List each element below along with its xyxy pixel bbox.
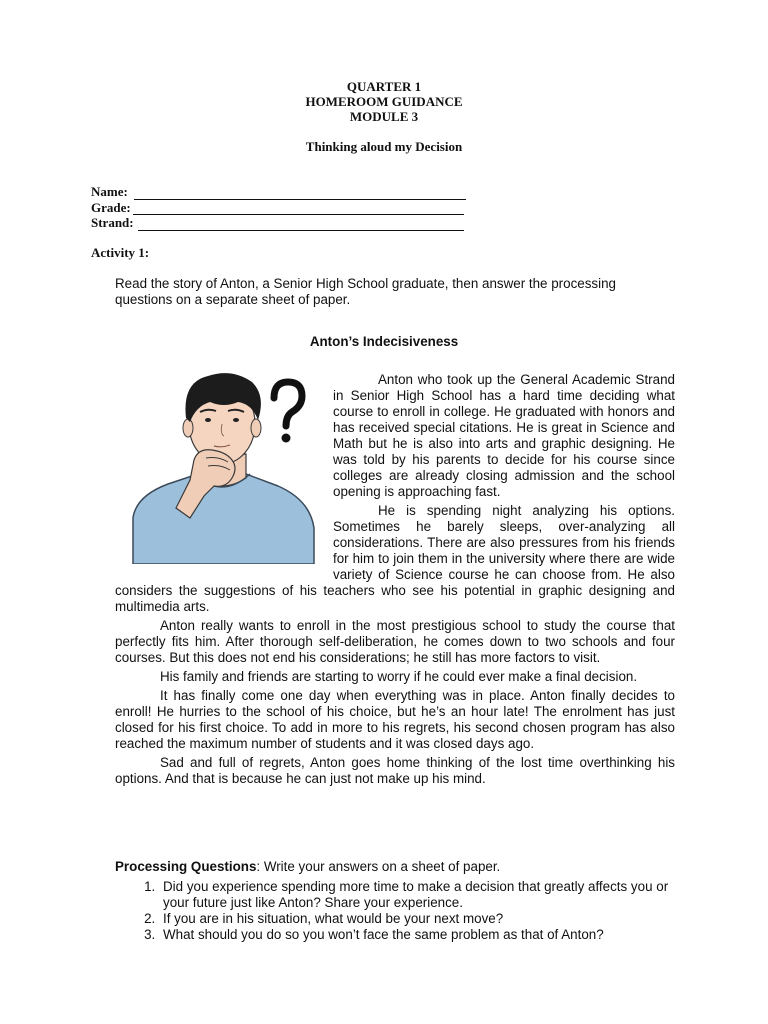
strand-label: Strand:: [91, 215, 134, 230]
student-info-fields: [91, 184, 466, 231]
processing-instruction: : Write your answers on a sheet of paper.: [256, 859, 501, 874]
name-blank-line[interactable]: [134, 187, 466, 200]
module-header: [0, 79, 768, 124]
story-paragraph: It has finally come one day when everything was in place. Anton finally decides to enroll! He hurries to the school of his choice, but he’s an hour late! The enrolment has just closed for his first choice. To add in more to his regrets, his second chosen program has also reached the maximum number of students and it was closed days ago.: [115, 688, 675, 751]
story-paragraph: Anton really wants to enroll in the most prestigious school to study the course that perfectly fits him. After thorough self-deliberation, he comes down to two schools and four courses. But this does not end his considerations; he still has more factors to visit.: [115, 618, 675, 665]
activity-instructions: Read the story of Anton, a Senior High School graduate, then answer the processing questions on a separate sheet of paper.: [115, 276, 616, 307]
quarter-label: QUARTER 1: [346, 79, 422, 94]
story-paragraph: Sad and full of regrets, Anton goes home thinking of the lost time overthinking his options. And that is because he can just not make up his mind.: [115, 755, 675, 786]
strand-field[interactable]: [91, 215, 466, 231]
module-label: MODULE 3: [349, 109, 419, 124]
story-paragraph: Anton who took up the General Academic Strand in Senior High School has a hard time deciding what course to enroll in college. He graduated with honors and has received special citations. He is great in Science and Math but he is also into arts and graphic designing. He was told by his parents to decide for his course since colleges are already closing admission and the school opening is approaching fast.: [333, 372, 675, 499]
processing-heading: [115, 859, 675, 875]
name-label: Name:: [91, 184, 128, 199]
grade-label: Grade:: [91, 199, 131, 215]
question-item: 2. If you are in his situation, what would be your next move?: [159, 911, 675, 927]
name-field[interactable]: [91, 184, 466, 200]
grade-blank-line[interactable]: [133, 202, 464, 215]
question-item: 1. Did you experience spending more time to make a decision that greatly affects you or your future just like Anton? Share your experience.: [159, 879, 675, 911]
strand-blank-line[interactable]: [138, 218, 464, 231]
question-item: 3. What should you do so you won’t face the same problem as that of Anton?: [159, 927, 675, 943]
story-title: Anton’s Indecisiveness: [309, 334, 459, 349]
illustration-spacer: [115, 372, 333, 572]
story-paragraph: He is spending night analyzing his options. Sometimes he barely sleeps, over-analyzing all considerations. There are also pressures from his friends for him to join them in the university where there are wide variety of Science course he can choose from. He also considers the suggestions of his teachers who see his potential in graphic designing and multimedia arts.: [115, 503, 675, 614]
processing-questions: [115, 859, 675, 943]
story-paragraph: His family and friends are starting to worry if he could ever make a final decision.: [160, 669, 638, 684]
question-list: [115, 879, 675, 943]
story-text: [115, 372, 675, 790]
processing-label: Processing Questions: [115, 859, 257, 874]
activity-label: Activity 1:: [91, 245, 150, 260]
grade-field[interactable]: [91, 200, 466, 216]
module-subtitle: Thinking aloud my Decision: [305, 139, 463, 154]
homeroom-guidance-label: HOMEROOM GUIDANCE: [305, 94, 463, 109]
